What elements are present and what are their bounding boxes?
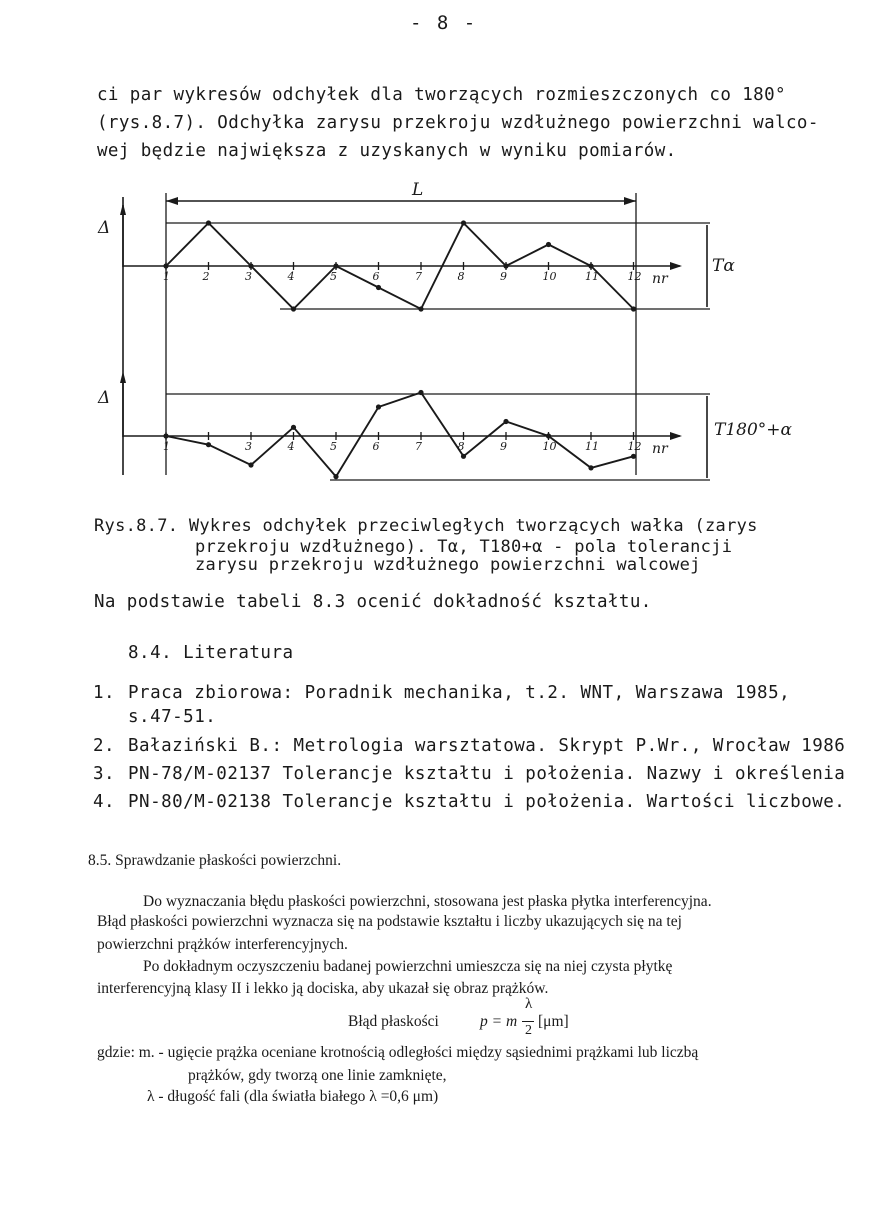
profile-point (291, 425, 296, 430)
profile-point (333, 474, 338, 479)
point-label: 11 (585, 440, 599, 453)
formula-label: Błąd płaskości (348, 1013, 439, 1030)
lit-1-num: 1. (93, 683, 116, 703)
profile-point (631, 306, 636, 311)
top-point-labels (163, 270, 642, 283)
profile-point (206, 442, 211, 447)
profile-point (206, 220, 211, 225)
point-label: 7 (415, 270, 422, 283)
point-label: 6 (372, 440, 380, 453)
caption-line-2: przekroju wzdłużnego). Tα, T180+α - pola tolerancji (195, 537, 733, 557)
point-label: 3 (245, 440, 252, 453)
lit-3-line1: PN-78/M-02137 Tolerancje kształtu i położenia. Nazwy i określenia (128, 764, 846, 784)
intro-line-3: wej będzie największa z uzyskanych w wyniku pomiarów. (97, 141, 677, 161)
caption-line-1: Rys.8.7. Wykres odchyłek przeciwległych tworzących wałka (zarys (94, 516, 758, 536)
point-label: 11 (585, 270, 599, 283)
point-label: 9 (500, 270, 507, 283)
profile-point (376, 404, 381, 409)
bottom-profile-plot (163, 390, 636, 479)
where-line-3: λ - długość fali (dla światła białego λ =0,6 μm) (147, 1088, 439, 1105)
page-number: - 8 - (410, 12, 478, 34)
profile-point (588, 465, 593, 470)
s85-p1-line1: Do wyznaczania błędu płaskości powierzchni, stosowana jest płaska płytka interferencyjna. (143, 893, 712, 910)
point-label: 7 (415, 440, 422, 453)
bottom-delta-symbol: Δ (98, 388, 111, 408)
profile-point (376, 285, 381, 290)
s85-p2-line1: Po dokładnym oczyszczeniu badanej powierzchni umieszcza się na niej czysta płytkę (143, 958, 673, 975)
literature-heading: 8.4. Literatura (128, 643, 294, 663)
point-label: 10 (542, 270, 557, 283)
profile-point (291, 306, 296, 311)
point-label: 12 (627, 270, 642, 283)
point-label: 10 (542, 440, 557, 453)
bottom-tolerance-label: T180°+α (714, 420, 793, 440)
lit-2-line1: Bałaziński B.: Metrologia warsztatowa. Skrypt P.Wr., Wrocław 1986 (128, 736, 846, 756)
formula-unit: [μm] (538, 1013, 569, 1030)
point-label: 1 (163, 270, 170, 283)
instruction-text: Na podstawie tabeli 8.3 ocenić dokładność kształtu. (94, 592, 652, 612)
where-line-2: prążków, gdy tworzą one linie zamknięte, (188, 1067, 447, 1084)
lit-3-num: 3. (93, 764, 116, 784)
caption-line-3: zarysu przekroju wzdłużnego powierzchni walcowej (195, 555, 701, 575)
point-label: 4 (287, 270, 295, 283)
length-label: L (412, 180, 424, 200)
point-label: 9 (500, 440, 507, 453)
profile-point (461, 220, 466, 225)
top-delta-arrow (120, 203, 126, 215)
top-delta-symbol: Δ (98, 218, 111, 238)
profile-line (166, 393, 634, 477)
point-label: 8 (457, 270, 465, 283)
profile-point (248, 462, 253, 467)
point-label: 2 (202, 270, 210, 283)
profile-point (418, 390, 423, 395)
profile-point (418, 306, 423, 311)
where-line-1: gdzie: m. - ugięcie prążka oceniane krotnością odległości między sąsiednimi prążkami lub liczbą (97, 1044, 699, 1061)
point-label: 4 (287, 440, 295, 453)
point-label: 8 (457, 440, 465, 453)
point-label: 12 (627, 440, 642, 453)
profile-point (631, 454, 636, 459)
lit-2-num: 2. (93, 736, 116, 756)
s85-p1-line2: Błąd płaskości powierzchni wyznacza się na podstawie kształtu i liczby ukazujących się na tej (97, 913, 682, 930)
point-label: 6 (372, 270, 380, 283)
bottom-x-arrow (670, 432, 682, 440)
s85-p2-line2: interferencyjną klasy II i lekko ją dociska, aby ukazał się obraz prążków. (97, 980, 549, 997)
formula-numerator: λ (525, 996, 533, 1012)
point-label: 5 (330, 270, 337, 283)
bottom-delta-arrow (120, 371, 126, 383)
lit-4-num: 4. (93, 792, 116, 812)
length-arrow-right (624, 197, 636, 205)
top-tolerance-label: Tα (712, 256, 735, 276)
profile-point (546, 242, 551, 247)
formula-lhs: p = m (480, 1013, 518, 1030)
lit-4-line1: PN-80/M-02138 Tolerancje kształtu i położenia. Wartości liczbowe. (128, 792, 846, 812)
formula-denominator: 2 (525, 1023, 532, 1038)
profile-point (461, 454, 466, 459)
lit-1-line2: s.47-51. (128, 707, 217, 727)
section-85-heading: 8.5. Sprawdzanie płaskości powierzchni. (88, 852, 342, 869)
point-label: 1 (163, 440, 170, 453)
point-label: 5 (330, 440, 337, 453)
length-arrow-left (166, 197, 178, 205)
lit-1-line1: Praca zbiorowa: Poradnik mechanika, t.2. WNT, Warszawa 1985, (128, 683, 791, 703)
point-label: 3 (245, 270, 252, 283)
intro-line-2: (rys.8.7). Odchyłka zarysu przekroju wzdłużnego powierzchni walco- (97, 113, 819, 133)
deviation-figure (90, 175, 810, 495)
intro-line-1: ci par wykresów odchyłek dla tworzących rozmieszczonych co 180° (97, 85, 786, 105)
top-x-axis-label: nr (652, 271, 668, 287)
top-x-arrow (670, 262, 682, 270)
s85-p1-line3: powierzchni prążków interferencyjnych. (97, 936, 348, 953)
bottom-x-axis-label: nr (652, 441, 668, 457)
profile-point (503, 419, 508, 424)
formula-fraction-bar (522, 1021, 534, 1022)
